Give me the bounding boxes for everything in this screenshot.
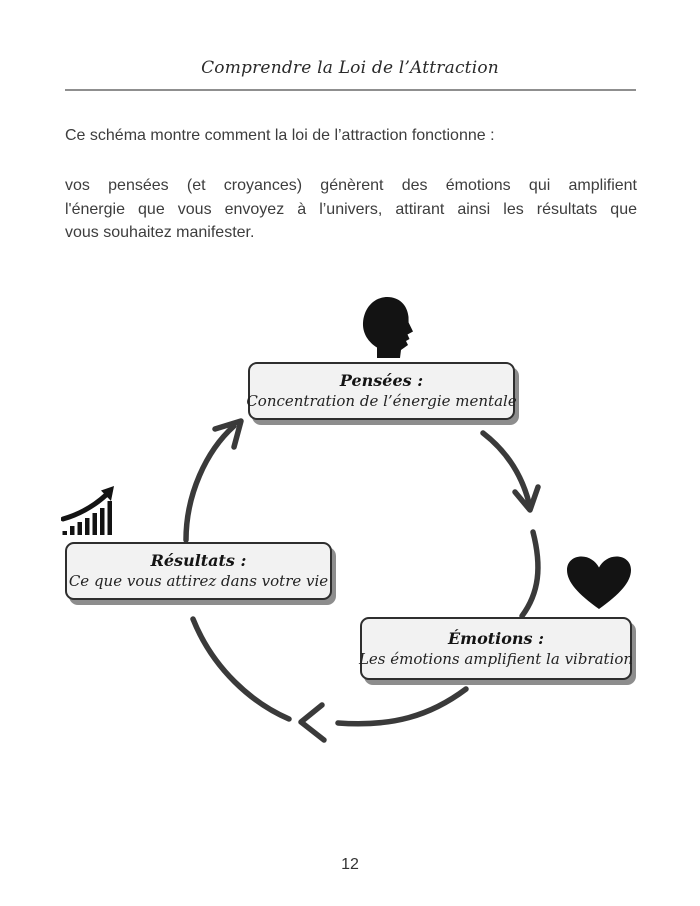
arc-resultats-to-pensees	[186, 426, 234, 540]
arc-pensees-to-emotions	[483, 433, 529, 503]
node-pensees-subtitle: Concentration de l’énergie mentale	[246, 392, 517, 411]
node-resultats	[65, 542, 332, 600]
intro-paragraph-line: vous souhaitez manifester.	[65, 224, 255, 241]
arrowhead-right	[515, 487, 538, 510]
arc-right-segment	[522, 532, 538, 616]
head-profile-icon	[357, 294, 413, 358]
intro-paragraph-line: vos pensées (et croyances) génèrent des émotions qui amplifient	[65, 177, 637, 194]
intro-sentence: Ce schéma montre comment la loi de l’attraction fonctionne :	[65, 127, 495, 144]
heart-icon	[566, 556, 632, 609]
growth-chart-icon	[61, 483, 119, 535]
page-header-title: Comprendre la Loi de l’Attraction	[201, 58, 499, 78]
page-number: 12	[341, 856, 359, 873]
intro-paragraph-line: l'énergie que vous envoyez à l’univers, attirant ainsi les résultats que	[65, 200, 637, 218]
intro-paragraph	[65, 174, 637, 245]
node-pensees	[248, 362, 515, 420]
node-emotions	[360, 617, 632, 680]
arrowhead-top-left	[215, 421, 241, 447]
arc-emotions-to-resultats	[338, 689, 466, 724]
node-resultats-title: Résultats :	[150, 551, 247, 571]
node-emotions-title: Émotions :	[447, 628, 545, 648]
node-pensees-title: Pensées :	[339, 371, 424, 391]
node-resultats-subtitle: Ce que vous attirez dans votre vie	[68, 572, 329, 591]
arc-bottom-segment	[193, 619, 289, 719]
header-divider	[65, 89, 636, 91]
arrowhead-bottom	[301, 705, 324, 740]
node-emotions-subtitle: Les émotions amplifient la vibration	[358, 649, 634, 668]
